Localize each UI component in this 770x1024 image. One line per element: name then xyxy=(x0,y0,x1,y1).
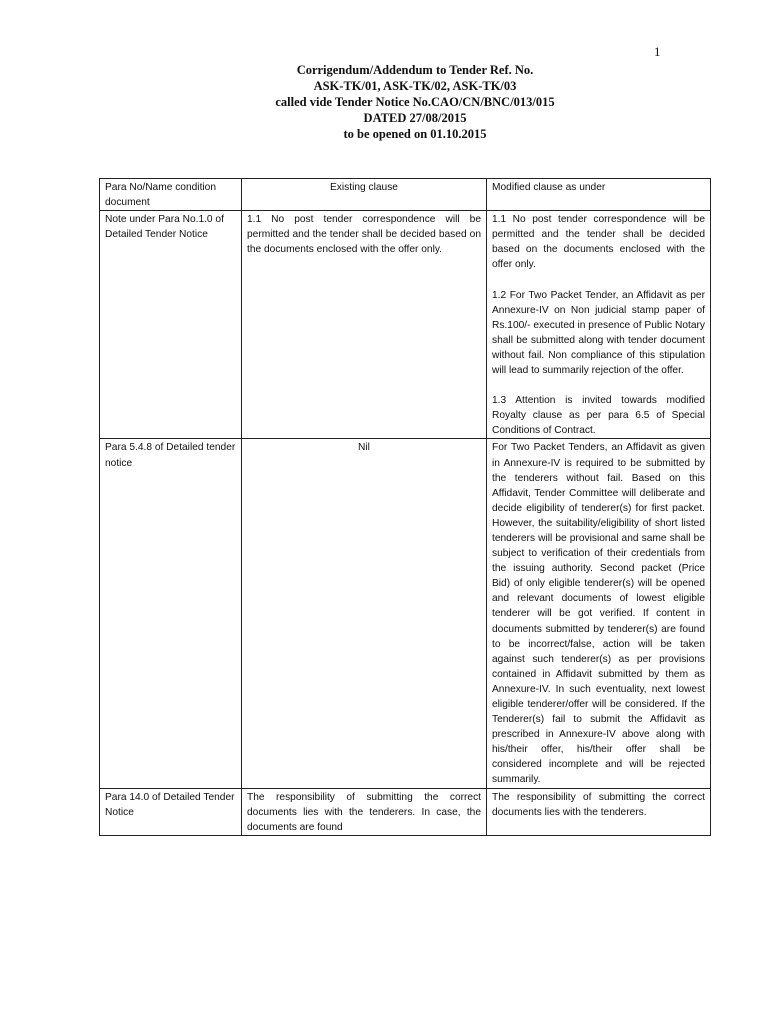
modified-clause-paragraph: 1.1 No post tender correspondence will be permitted and the tender shall be decided based on the documents enclosed with the offer only. xyxy=(492,214,705,271)
heading-line-3: called vide Tender Notice No.CAO/CN/BNC/013/015 xyxy=(275,95,555,109)
heading-line-2: ASK-TK/01, ASK-TK/02, ASK-TK/03 xyxy=(313,79,517,93)
row-existing-clause: The responsibility of submitting the correct documents lies with the tenderers. In case, the documents are found xyxy=(242,788,487,835)
header-para-name: Para No/Name condition document xyxy=(100,179,242,211)
table-row xyxy=(100,439,711,788)
table-header-row xyxy=(100,179,711,211)
table-row xyxy=(100,211,711,439)
heading-line-5: to be opened on 01.10.2015 xyxy=(343,127,487,141)
row-existing-clause: Nil xyxy=(242,439,487,788)
row-para-name: Para 14.0 of Detailed Tender Notice xyxy=(100,788,242,835)
row-existing-clause: 1.1 No post tender correspondence will be permitted and the tender shall be decided based on the documents enclosed with the offer only. xyxy=(242,211,487,439)
modified-clause-paragraph: 1.3 Attention is invited towards modified Royalty clause as per para 6.5 of Special Conditions of Contract. xyxy=(492,395,705,437)
row-modified-clause: The responsibility of submitting the correct documents lies with the tenderers. xyxy=(487,788,711,835)
table-row xyxy=(100,788,711,835)
heading-line-1: Corrigendum/Addendum to Tender Ref. No. xyxy=(296,63,534,77)
header-modified-clause: Modified clause as under xyxy=(487,179,711,211)
page-number: 1 xyxy=(654,44,661,59)
document-heading xyxy=(230,62,600,142)
modified-clause-paragraph: 1.2 For Two Packet Tender, an Affidavit as per Annexure-IV on Non judicial stamp paper of Rs.100/- executed in presence of Public Notary shall be submitted along with tender document without fail. Non compliance of this stipulation will lead to summarily rejection of the offer. xyxy=(492,289,705,377)
row-modified-clause: For Two Packet Tenders, an Affidavit as given in Annexure-IV is required to be submitted by the tenderers without fail. Based on this Affidavit, Tender Committee will deliberate and decide eligibility of tenderer(s) for first packet. However, the suitability/eligibility of short listed tenderers will be provisional and same shall be subject to verification of their credentials from the issuing authority. Second packet (Price Bid) of only eligible tenderer(s) will be opened and relevant documents of lowest eligible tenderer will be got verified. If content in documents submitted by tenderer(s) are found to be incorrect/false, action will be taken against such tenderer(s) as per provisions contained in Affidavit submitted by them as Annexure-IV. In such eventuality, next lowest eligible tenderer/offer will be considered. If the Tenderer(s) fail to submit the Affidavit as prescribed in Annexure-IV above along with his/their offer, his/their offer shall be considered incomplete and will be rejected summarily. xyxy=(487,439,711,788)
header-existing-clause: Existing clause xyxy=(242,179,487,211)
corrigendum-table xyxy=(99,178,711,836)
heading-line-4: DATED 27/08/2015 xyxy=(363,111,467,125)
row-para-name: Para 5.4.8 of Detailed tender notice xyxy=(100,439,242,788)
row-para-name: Note under Para No.1.0 of Detailed Tender Notice xyxy=(100,211,242,439)
row-modified-clause xyxy=(487,211,711,439)
